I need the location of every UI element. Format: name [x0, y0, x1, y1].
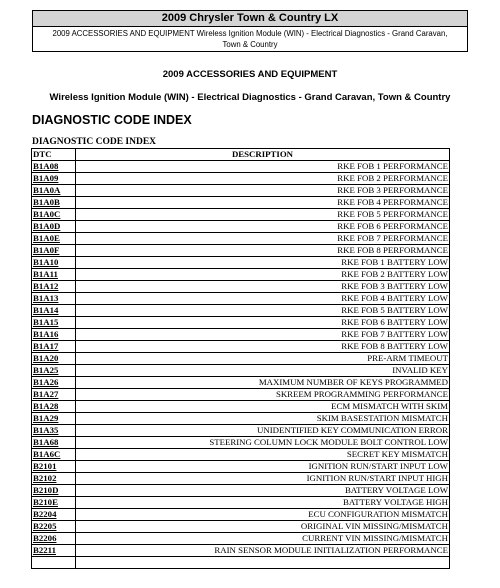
dtc-code[interactable]: B210D	[32, 485, 76, 497]
dtc-description: SKIM BASESTATION MISMATCH	[76, 413, 450, 425]
table-row	[32, 377, 450, 389]
dtc-description: RKE FOB 4 BATTERY LOW	[76, 293, 450, 305]
dtc-code[interactable]: B2211	[32, 545, 76, 557]
document-subtitle: 2009 ACCESSORIES AND EQUIPMENT Wireless Ignition Module (WIN) - Electrical Diagnostics - Grand Caravan, Town & Country	[52, 29, 448, 49]
dtc-description: RKE FOB 2 BATTERY LOW	[76, 269, 450, 281]
dtc-code[interactable]: B1A16	[32, 329, 76, 341]
table-row	[32, 389, 450, 401]
document-header	[32, 10, 468, 52]
dtc-description: RKE FOB 3 PERFORMANCE	[76, 185, 450, 197]
dtc-code[interactable]: B1A6C	[32, 449, 76, 461]
dtc-code[interactable]: B2101	[32, 461, 76, 473]
document-title: 2009 Chrysler Town & Country LX	[33, 11, 467, 27]
dtc-description: RKE FOB 4 PERFORMANCE	[76, 197, 450, 209]
table-row	[32, 257, 450, 269]
dtc-code[interactable]: B1A0D	[32, 221, 76, 233]
dtc-description: RKE FOB 8 BATTERY LOW	[76, 341, 450, 353]
dtc-code[interactable]: B1A29	[32, 413, 76, 425]
table-row	[32, 557, 450, 569]
dtc-code[interactable]: B1A10	[32, 257, 76, 269]
dtc-description: ORIGINAL VIN MISSING/MISMATCH	[76, 521, 450, 533]
dtc-description: RKE FOB 6 PERFORMANCE	[76, 221, 450, 233]
dtc-code[interactable]: B1A0C	[32, 209, 76, 221]
dtc-code[interactable]: B1A12	[32, 281, 76, 293]
column-header-dtc: DTC	[32, 149, 76, 161]
dtc-code[interactable]: B1A08	[32, 161, 76, 173]
dtc-description: IGNITION RUN/START INPUT LOW	[76, 461, 450, 473]
page-heading: DIAGNOSTIC CODE INDEX	[32, 113, 192, 127]
table-row	[32, 365, 450, 377]
dtc-description: SECRET KEY MISMATCH	[76, 449, 450, 461]
dtc-description	[76, 557, 450, 569]
dtc-code[interactable]: B1A25	[32, 365, 76, 377]
dtc-code[interactable]: B210E	[32, 497, 76, 509]
dtc-code[interactable]: B1A13	[32, 293, 76, 305]
dtc-description: UNIDENTIFIED KEY COMMUNICATION ERROR	[76, 425, 450, 437]
dtc-description: RKE FOB 1 PERFORMANCE	[76, 161, 450, 173]
dtc-description: ECM MISMATCH WITH SKIM	[76, 401, 450, 413]
table-row	[32, 449, 450, 461]
table-row	[32, 221, 450, 233]
table-row	[32, 185, 450, 197]
dtc-description: RKE FOB 7 BATTERY LOW	[76, 329, 450, 341]
table-row	[32, 545, 450, 557]
dtc-code[interactable]: B1A0A	[32, 185, 76, 197]
table-row	[32, 533, 450, 545]
table-row	[32, 353, 450, 365]
table-row	[32, 521, 450, 533]
dtc-code[interactable]: B1A17	[32, 341, 76, 353]
table-row	[32, 473, 450, 485]
table-row	[32, 341, 450, 353]
table-row	[32, 173, 450, 185]
dtc-code[interactable]: B1A0E	[32, 233, 76, 245]
diagnostic-code-table	[31, 148, 450, 569]
table-row	[32, 509, 450, 521]
dtc-description: BATTERY VOLTAGE LOW	[76, 485, 450, 497]
dtc-description: STEERING COLUMN LOCK MODULE BOLT CONTROL LOW	[76, 437, 450, 449]
table-body	[32, 161, 450, 569]
dtc-code[interactable]: B1A68	[32, 437, 76, 449]
column-header-description: DESCRIPTION	[76, 149, 450, 161]
dtc-description: RKE FOB 2 PERFORMANCE	[76, 173, 450, 185]
dtc-description: ECU CONFIGURATION MISMATCH	[76, 509, 450, 521]
table-row	[32, 413, 450, 425]
dtc-description: SKREEM PROGRAMMING PERFORMANCE	[76, 389, 450, 401]
dtc-description: MAXIMUM NUMBER OF KEYS PROGRAMMED	[76, 377, 450, 389]
dtc-description: BATTERY VOLTAGE HIGH	[76, 497, 450, 509]
dtc-code[interactable]: B2204	[32, 509, 76, 521]
dtc-code[interactable]: B1A11	[32, 269, 76, 281]
section-subtitle: Wireless Ignition Module (WIN) - Electrical Diagnostics - Grand Caravan, Town & Country	[49, 92, 451, 103]
table-row	[32, 329, 450, 341]
dtc-description: RKE FOB 1 BATTERY LOW	[76, 257, 450, 269]
table-row	[32, 317, 450, 329]
dtc-description: INVALID KEY	[76, 365, 450, 377]
table-row	[32, 437, 450, 449]
dtc-description: RKE FOB 3 BATTERY LOW	[76, 281, 450, 293]
table-row	[32, 425, 450, 437]
dtc-code[interactable]: B1A0B	[32, 197, 76, 209]
dtc-description: RKE FOB 6 BATTERY LOW	[76, 317, 450, 329]
dtc-description: RAIN SENSOR MODULE INITIALIZATION PERFORMANCE	[76, 545, 450, 557]
dtc-description: IGNITION RUN/START INPUT HIGH	[76, 473, 450, 485]
dtc-description: RKE FOB 7 PERFORMANCE	[76, 233, 450, 245]
dtc-code[interactable]: B1A35	[32, 425, 76, 437]
dtc-code[interactable]: B1A27	[32, 389, 76, 401]
dtc-code[interactable]: B2205	[32, 521, 76, 533]
table-row	[32, 401, 450, 413]
dtc-description: RKE FOB 5 PERFORMANCE	[76, 209, 450, 221]
dtc-description: RKE FOB 5 BATTERY LOW	[76, 305, 450, 317]
table-row	[32, 161, 450, 173]
table-row	[32, 233, 450, 245]
table-row	[32, 281, 450, 293]
table-row	[32, 269, 450, 281]
table-row	[32, 245, 450, 257]
table-caption: DIAGNOSTIC CODE INDEX	[32, 137, 157, 147]
dtc-code[interactable]: B2102	[32, 473, 76, 485]
dtc-code[interactable]: B2206	[32, 533, 76, 545]
table-row	[32, 497, 450, 509]
dtc-description: RKE FOB 8 PERFORMANCE	[76, 245, 450, 257]
dtc-code[interactable]: B1A09	[32, 173, 76, 185]
table-header-row	[32, 149, 450, 161]
table-row	[32, 197, 450, 209]
table-row	[32, 461, 450, 473]
table-row	[32, 209, 450, 221]
dtc-code[interactable]: B1A14	[32, 305, 76, 317]
dtc-code[interactable]: B1A28	[32, 401, 76, 413]
section-title: 2009 ACCESSORIES AND EQUIPMENT	[162, 69, 338, 80]
dtc-code	[32, 557, 76, 569]
dtc-description: CURRENT VIN MISSING/MISMATCH	[76, 533, 450, 545]
dtc-code[interactable]: B1A0F	[32, 245, 76, 257]
dtc-code[interactable]: B1A26	[32, 377, 76, 389]
dtc-code[interactable]: B1A20	[32, 353, 76, 365]
dtc-description: PRE-ARM TIMEOUT	[76, 353, 450, 365]
table-row	[32, 293, 450, 305]
table-row	[32, 485, 450, 497]
dtc-code[interactable]: B1A15	[32, 317, 76, 329]
table-row	[32, 305, 450, 317]
